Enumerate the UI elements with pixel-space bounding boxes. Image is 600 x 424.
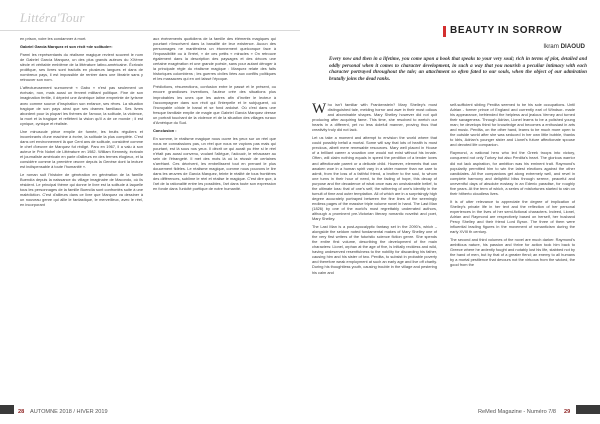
- paragraph: [153, 128, 276, 133]
- paragraph: [450, 150, 575, 195]
- section-header: Littéra'Tour: [20, 10, 85, 25]
- paragraph-text: Let us take a moment and attempt to envision the world where that could possibly befall a mortal. Some will say that lots of health is most precious, albeit mere renewable resources. Mary well placed in House of a brilliant career a vocation one would not exist without his innate. Often, will claim nothing equals in speed the perdition of a tender loves and affectionate parent or a delicate child. However, elements that can awaken woe in a human spirit vary in a wider manner than we care to admit, from the loss of a faithful friend, a brother to the soul, to whom one turns in their hour of need, to the fading of hope, this decay of purpose and the decadence of what once was an unshakeable belief, to the ultimate loss: that of one's self, the withering of one's identity in the tumult of time and outer temptation. All of which are in a surprisingly high degree accurately portrayed between the fine lines of the seemingly endless pages of the massive triple volume novel in hand. The Last Man (1826) by one of the world's most regrettably underrated authors, although a prominent pre-Victorian literary romantic novelist and poet, Mary Shelley.: [312, 135, 437, 222]
- drop-cap: W: [312, 100, 327, 117]
- paragraph: [20, 129, 143, 169]
- page-number-left: 28: [18, 409, 25, 415]
- paragraph: [20, 85, 143, 125]
- paragraph-text: Raymond, a national hero who led the Greek troops into victory, conquered not only Turkey but also Perdita's heart. The glorious warrior did not lack aspiration, for ambition was his eminent trait. Raymond's popularity permitted him to win the latest elections against the other candidates. All five companions get along extremely well, and revel in complete harmony and delightful bliss through serene, peaceful and uneventful days of absolute ecstasy in an Edenic paradise, for roughly five years. At the term of which, a series of misfortunes started to rain on their hitherto cloudless lives.: [450, 150, 575, 196]
- footer-bar-right: [576, 405, 600, 414]
- paragraph: [20, 52, 143, 82]
- right-column-2: [450, 102, 575, 270]
- paragraph-text: En somme, le réalisme magique nous ouvre les yeux sur un réel que nous ne connaissions pas, un réel que nous ne voyions pas mais qui pourtant, est là sous nos yeux. Il décrit ce qui aurait pu être si le réel n'était pas aussi convenu, voulant l'allégue, l'adoucir, le rehausser au sein de l'étrangeté. Il met des mots là où la réussir de certaines s'arrêtant. Ces décrivent, les embellissent tout en prenant le plus doucement fidèles. Le réalisme magique, comme nous pouvons le lire dans les œuvres de García Marquez, teinte le réalité de tous frontières des différences, sublime le réel et réalise le magique. C'est dire que, à l'art de la rationalité entre les possibles, l'art dans toute son expression en fonde dans l'unicité poétique de notre humanité.: [153, 135, 276, 192]
- title-accent-bar: [443, 26, 446, 37]
- paragraph-text: Gabriel Garcia Marquez et son récit «de solitude»:: [20, 44, 113, 50]
- paragraph-text: Prédictions, résurrections, confusion entre le passé et le présent, ou encore grandioses inventions, l'auteur crée des situations plus improbables les unes que les autres afin d'inviter le lecteur à l'accompagner dans son récit qui l'interpelle et le subjuguent, où l'incroyable côtoie le banal et se fond ardoisé. Où c'est dans une fresque familiale emplie de magie que Gabriel García Marquez dresse un portrait touchant de la violence et de la situation des villages ruraux d'Amérique du Sud.: [153, 84, 276, 125]
- author-firstname: Ikram: [543, 43, 559, 50]
- paragraph: [312, 102, 437, 132]
- article-title: BEAUTY IN SORROW: [450, 25, 563, 36]
- paragraph-text: The second and third volumes of the novel are much darker. Raymond's ambitious nature, his passion and thrive for action took him back to Greece where he ardently fought and notably lost his life, stabbed not by the hand of men, but by that of a greater fiend; an enemy to all humans by a mortal pestilence that devours not the virtuous from the wicked, the good from the: [450, 237, 575, 268]
- footer-bar-left: [0, 405, 14, 414]
- page-number-right: 29: [564, 409, 571, 415]
- paragraph-text: aux événements quotidiens de la famille des éléments magiques qui pourtant n'inscrivent dans la banalité de leur existence. Aucun des personnages ne manifestera un étonnement quelconque face à l'impossibilité ou à l'irréel, « de ces petits « miracles » On retrouve également dans la description des paysages et des décors une certaine exagération et une grande poésie, sans pour autant déroger à la principale règle du réalisme magique : Marquez relate des faits historiques colombiens ; les guerres civiles liées aux conflits politiques et les massacres qui en ont laissé l'époque.: [153, 36, 276, 82]
- author-byline: [543, 43, 585, 50]
- paragraph: [450, 102, 575, 147]
- right-column-1: [312, 102, 437, 278]
- footer-label-left: AUTOMNE 2018 / HIVER 2019: [30, 409, 108, 415]
- left-column-1: [20, 36, 143, 210]
- paragraph-text: self-sufficient sibling Perdita seemed to be his sole occupations. Until Adrian - former prince of England and currently earl of Windsor- made his appearance, befriended the helpless and jealous Verney and turned their savageness. Through Adrian, Lionel learns to be a polished young man; he develops thirst for knowledge and becomes a enthusiast in arts and music. Perdita, on the other hand, learns to be much more open to the outside world after she was seduced in her own little bubble, thanks to Idris, Adrian's younger sister and Lionel's future affectionate spouse and devoted life companion.: [450, 102, 575, 148]
- header-divider: [0, 30, 300, 31]
- paragraph-text: L'affectueusement surnommé « Gabo » n'est pas seulement un écrivain, non, mais aussi un fervent militant politique. Fine de son imagination fertile, il dépeint une Amérique latine empreinte de lyrisme avec comme source d'inspiration son enfance, ses rêves. La situation tragique de son pays ainsi que ses drames familiaux. Ses livres abordent pour la plupart les thèmes de l'amour, la solitude, la violence, la mort et la tragique et reflètent la vision qu'il a de ce monde ; il est cynique, cynique et réaliste.: [20, 85, 143, 126]
- paragraph-text: The Last Man is a post-apocalyptic fantasy set in the 2090's, which – alongside the seldom noted fundamental makes of Mary Shelley one of the very first writers of the futuristic science fiction genre. She spends the entire first volume, describing the development of the main characters: Lionel, orphan at the age of five, is initially reckless and wild, having undeserved resentfulness to the nobility for discarding his father, causing him and his sister of two. Perdita, to subsist in probable poverty and therefore weak employment at such an early age and live off charity. During his thoughtless youth, causing trouble in the village and pestering his calm and: [312, 224, 438, 275]
- paragraph: [312, 135, 437, 221]
- paragraph-text: Parmi les représentants du réalisme magique revient souvent le nom de Gabriel García Marquez, un des plus grands auteurs du XXème siècle et véritable emblème de la littérature latino-américaine. Écrivain prolifique, ses livres sont traduits en plusieurs langues et dans de nombreux pays, il est impossible de rentrer dans une librairie sans y retrouver son nom.: [20, 52, 143, 83]
- author-lastname: DIAOUD: [560, 43, 585, 50]
- paragraph: [450, 237, 575, 267]
- paragraph: [153, 36, 276, 81]
- article-intro: Every now and then in a lifetime, you come upon a book that speaks to your very soul; rich in terms of plot, detailed and oddly personal when it comes to character development, in such a way that you nourish a peculiar intimacy with each character portrayed throughout the tale; an attachment so often fated to our souls, when the object of our admiration brutally joins the dead ranks.: [329, 56, 587, 82]
- paragraph-text: Le roman suit l'histoire de génération en génération de la famille Buendía depuis la naissance du village imaginaire de Macondo, où ils résident. Le principal thème qui donne le livre est la solitude à laquelle tous les personnages de la famille Buendía sont confrontés suite à une malédiction. C'est d'ailleurs dans ce livre que Marquez va dessiner à un nouveau genre qui allie le fantastique, le merveilleux, avec le réel, en incorporant: [20, 172, 143, 208]
- paragraph: [450, 199, 575, 234]
- paragraph: [153, 84, 276, 124]
- paragraph-text: en prison, voire les condamner à mort.: [20, 36, 87, 41]
- paragraph-text: Conclusion :: [153, 127, 177, 133]
- paragraph: [312, 224, 437, 274]
- paragraph-text: ho isn't familiar with Frankenstein? Mary Shelley's most distinguished tale, melding horror and awe in their most odious and abominable shapes. Mary Shelley however did not quit producing after acquiring fame. This time, she resolved to wretch our hearts in a different, yet no less dolefull manner, proving thus that creativity truly did not lack.: [312, 102, 437, 133]
- right-page: [300, 0, 600, 424]
- paragraph-text: It is of utter relevance to appreciate the degree of implication of Shelley's private life in her text and the reflection of her personal experiences in the lives of her semi-fictional characters. Indeed, Lionel, Adrian and Raymond are respectively based on herself, her husband Percy Shelley and their friend Lord Byron. The three of them were influential leading figures in the movement of romanticism during the early XVIII th century.: [450, 198, 575, 235]
- paragraph: [153, 136, 276, 192]
- paragraph: [20, 36, 143, 41]
- left-column-2: [153, 36, 276, 194]
- paragraph-text: Une minuscule pièce emplie de fumée, les bruits réguliers et incombrants d'une machine à écrire, la solitude la plus complète. C'est dans cet environnement là que Cent ans de solitude, considéré comme le chef d'œuvre de Marquez fut rédigé. Paru en 1967, il a valu à son auteur le Prix Nobel de Littérature en 1982. William Kennedy, écrivain et journaliste américain en parle d'ailleurs en des termes élogieux, et la considère comme la première œuvre depuis la Genèse dont la lecture est indispensable à toute l'humanité ».: [20, 128, 143, 170]
- paragraph: [20, 172, 143, 207]
- footer-label-right: ReMed Magazine - Numéro 7/8: [478, 409, 557, 415]
- paragraph: [20, 44, 143, 49]
